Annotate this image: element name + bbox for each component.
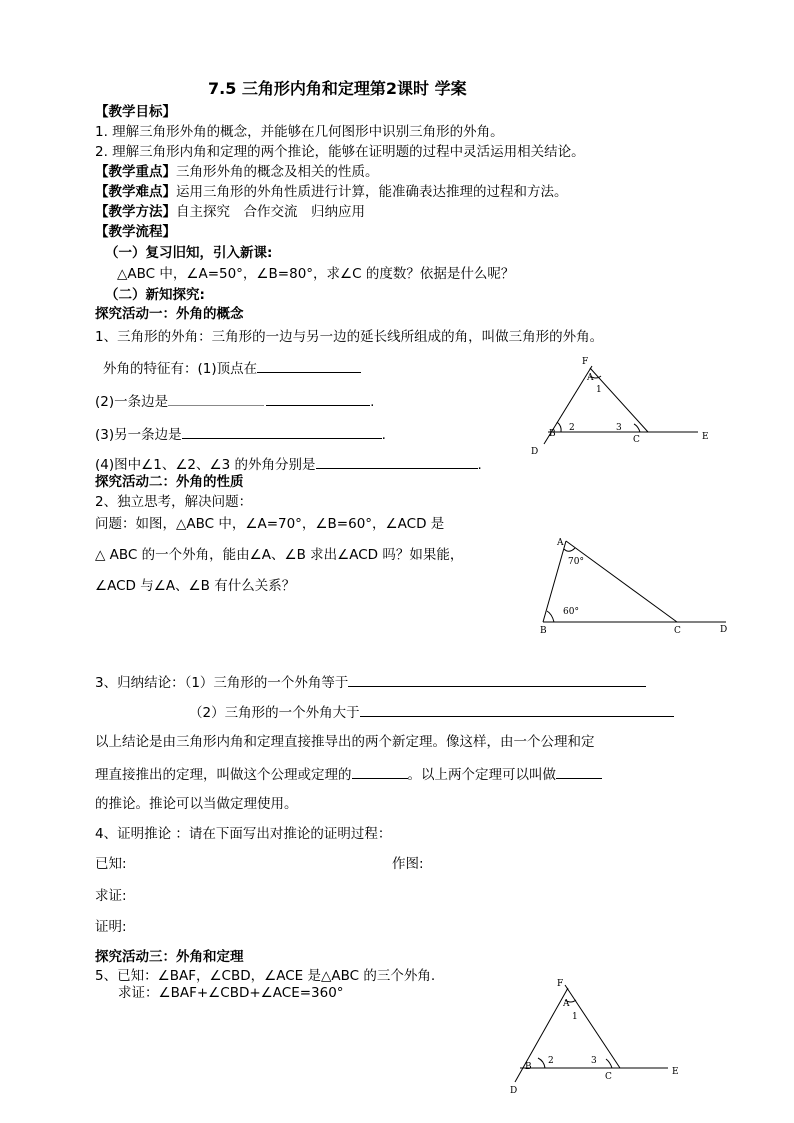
difficulty-text: 运用三角形的外角性质进行计算，能准确表达推理的过程和方法。 bbox=[176, 184, 568, 200]
activity3-heading: 探究活动三：外角和定理 bbox=[95, 949, 244, 965]
review-heading: （一）复习旧知，引入新课: bbox=[105, 245, 273, 261]
corollary-line2-text-a: 理直接推出的定理，叫做这个公理或定理的 bbox=[95, 767, 352, 783]
item2-line2: △ ABC 的一个外角，能由∠A、∠B 求出∠ACD 吗？如果能， bbox=[95, 547, 464, 563]
difficulty-label: 【教学难点】 bbox=[95, 184, 176, 200]
prove-label: 求证: bbox=[95, 888, 127, 904]
page-title: 7.5 三角形内角和定理第2课时 学案 bbox=[208, 79, 467, 98]
feature-4-end: . bbox=[477, 457, 482, 473]
item2-line1: 问题：如图，△ABC 中，∠A=70°，∠B=60°，∠ACD 是 bbox=[95, 516, 445, 532]
feature-2-text: (2)一条边是 bbox=[95, 394, 169, 410]
fig3-label-2: 2 bbox=[548, 1056, 554, 1066]
fig3-arc-2 bbox=[538, 1058, 545, 1068]
fig1-label-3: 3 bbox=[616, 423, 622, 433]
item5-line2: 求证：∠BAF+∠CBD+∠ACE=360° bbox=[118, 985, 344, 1001]
key-point-label: 【教学重点】 bbox=[95, 164, 176, 180]
objectives-heading: 【教学目标】 bbox=[95, 104, 176, 120]
feature-3-end: . bbox=[381, 427, 386, 443]
activity2-heading: 探究活动二：外角的性质 bbox=[95, 474, 244, 490]
fig1-label-2: 2 bbox=[569, 423, 575, 433]
objective-1: 1. 理解三角形外角的概念，并能够在几何图形中识别三角形的外角。 bbox=[95, 124, 504, 140]
review-question: △ABC 中，∠A=50°，∠B=80°，求∠C 的度数？依据是什么呢？ bbox=[117, 266, 515, 282]
fig2-angle-b: 60° bbox=[563, 607, 579, 617]
process-heading: 【教学流程】 bbox=[95, 224, 176, 240]
fig3-label-e: E bbox=[672, 1067, 679, 1077]
key-point-text: 三角形外角的概念及相关的性质。 bbox=[176, 164, 379, 180]
fig1-label-c: C bbox=[633, 435, 640, 445]
feature-3-text: (3)另一条边是 bbox=[95, 427, 182, 443]
fig1-label-e: E bbox=[702, 432, 709, 442]
fig3-arc-3 bbox=[606, 1059, 612, 1068]
fig3-label-3: 3 bbox=[591, 1056, 597, 1066]
item2-line3: ∠ACD 与∠A、∠B 有什么关系？ bbox=[95, 578, 296, 594]
corollary-line2-text-b: 。以上两个定理可以叫做 bbox=[407, 767, 556, 783]
fig1-label-a: A bbox=[587, 373, 594, 383]
fig3-label-d: D bbox=[510, 1086, 518, 1096]
feature-4-text: (4)图中∠1、∠2、∠3 的外角分别是 bbox=[95, 457, 316, 473]
proof-label: 证明: bbox=[95, 919, 127, 935]
fig3-label-c: C bbox=[605, 1072, 612, 1082]
fig1-label-f: F bbox=[582, 357, 589, 367]
item2-heading: 2、独立思考，解决问题： bbox=[95, 494, 253, 510]
fig3-label-f: F bbox=[557, 979, 564, 989]
fig1-label-d: D bbox=[531, 447, 539, 457]
objective-2: 2. 理解三角形内角和定理的两个推论，能够在证明题的过程中灵活运用相关结论。 bbox=[95, 144, 585, 160]
method-text: 自主探究 合作交流 归纳应用 bbox=[176, 204, 365, 220]
activity1-heading: 探究活动一：外角的概念 bbox=[95, 306, 244, 322]
new-heading: （二）新知探究: bbox=[105, 287, 205, 303]
corollary-line3: 的推论。推论可以当做定理使用。 bbox=[95, 796, 298, 812]
item5-line1: 5、已知：∠BAF，∠CBD，∠ACE 是△ABC 的三个外角. bbox=[95, 968, 436, 984]
feature-1-text: 外角的特征有：(1)顶点在 bbox=[103, 361, 258, 377]
fig3-label-a: A bbox=[563, 999, 570, 1009]
fig2-label-b: B bbox=[540, 626, 547, 636]
fig2-angle-a: 70° bbox=[568, 557, 584, 567]
draw-label: 作图: bbox=[392, 856, 424, 872]
feature-2-end: . bbox=[370, 394, 375, 410]
item3-line2-text: （2）三角形的一个外角大于 bbox=[189, 705, 360, 721]
fig1-label-b: B bbox=[549, 429, 556, 439]
corollary-line1: 以上结论是由三角形内角和定理直接推导出的两个新定理。像这样，由一个公理和定 bbox=[95, 734, 595, 750]
fig3-label-1: 1 bbox=[572, 1012, 578, 1022]
item3-line1-text: 3、归纳结论：（1）三角形的一个外角等于 bbox=[95, 675, 349, 691]
fig1-label-1: 1 bbox=[596, 385, 602, 395]
method-label: 【教学方法】 bbox=[95, 204, 176, 220]
fig2-label-a: A bbox=[557, 538, 564, 548]
fig2-label-d: D bbox=[720, 625, 728, 635]
item1-text: 1、三角形的外角：三角形的一边与另一边的延长线所组成的角，叫做三角形的外角。 bbox=[95, 329, 604, 345]
item4-text: 4、证明推论 ：请在下面写出对推论的证明过程： bbox=[95, 826, 392, 842]
known-label: 已知: bbox=[95, 856, 127, 872]
fig3-label-b: B bbox=[525, 1062, 532, 1072]
fig2-label-c: C bbox=[674, 626, 681, 636]
